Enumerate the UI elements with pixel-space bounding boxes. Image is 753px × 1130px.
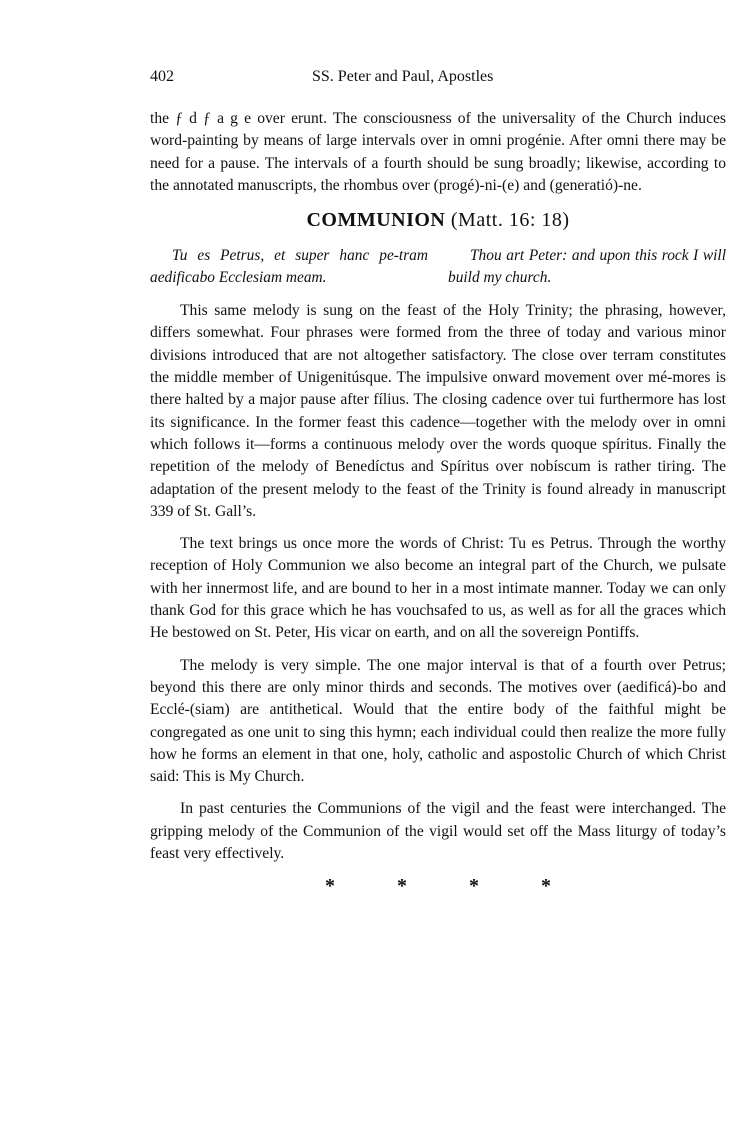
intro-paragraph: the ƒ d ƒ a g e over erunt. The consciousness of the universality of the Church induces word-painting by means of large intervals over in omni progénie. After omni there may be need for a pause. The intervals of a fourth should be sung broadly; likewise, according to the annotated manuscripts, the rhombus over (progé)-ni-(e) and (generatió)-ne. (150, 110, 726, 194)
separator-star: * (325, 875, 335, 898)
section-heading (150, 209, 726, 235)
separator-star: * (541, 875, 551, 898)
antiphon-columns (150, 245, 726, 288)
separator-star: * (397, 875, 407, 898)
body-paragraph-3: The melody is very simple. The one major interval is that of a fourth over Petrus; beyond this there are only minor thirds and seconds. The motives over (aedificá)-bo and Ecclé-(siam) are antithetical. Would that the entire body of the faithful might be congregated as one unit to sing this hymn; each individual could then realize the more fully how he forms an element in that one, holy, catholic and aspostolic Church of which Christ said: This is My Church. (150, 656, 726, 786)
section-title: COMMUNION (306, 209, 446, 232)
separator-star: * (469, 875, 479, 898)
body-paragraph-2: The text brings us once more the words of Christ: Tu es Petrus. Through the worthy reception of Holy Communion we also become an integral part of the Church, we pulsate with her innermost life, and are bound to her in a most intimate manner. Today we can only thank God for this grace which he has vouchsafed to us, as well as for all the graces which He bestowed on St. Peter, His vicar on earth, and on all the sovereign Pontiffs. (150, 535, 726, 642)
scripture-reference: (Matt. 16: 18) (450, 209, 570, 232)
page-number: 402 (150, 68, 174, 85)
running-title: SS. Peter and Paul, Apostles (312, 68, 494, 85)
body-paragraph-4: In past centuries the Communions of the vigil and the feast were interchanged. The gripping melody of the Communion of the vigil would set off the Mass liturgy of today’s feast very effectively. (150, 800, 726, 863)
antiphon-english: Thou art Peter: and upon this rock I will build my church. (448, 247, 726, 286)
antiphon-latin: Tu es Petrus, et super hanc pe-tram aedificabo Ecclesiam meam. (150, 247, 428, 286)
page (150, 68, 726, 898)
running-head (150, 68, 726, 92)
section-separator (150, 875, 726, 898)
body-paragraph-1: This same melody is sung on the feast of the Holy Trinity; the phrasing, however, differs somewhat. Four phrases were formed from the three of today and various minor divisions introduced that are not altogether satisfactory. The close over terram constitutes the middle member of Unigenitúsque. The impulsive onward movement over mé-mores is there halted by a major pause after fílius. The closing cadence over tui furthermore has lost its significance. In the former feast this cadence—together with the melody over in omni which follows it—forms a continuous melody over the words quoque spíritus. Finally the repetition of the melody of Benedíctus and Spíritus over nobíscum is rather tiring. The adaptation of the present melody to the feast of the Trinity is found already in manuscript 339 of St. Gall’s. (150, 302, 726, 520)
